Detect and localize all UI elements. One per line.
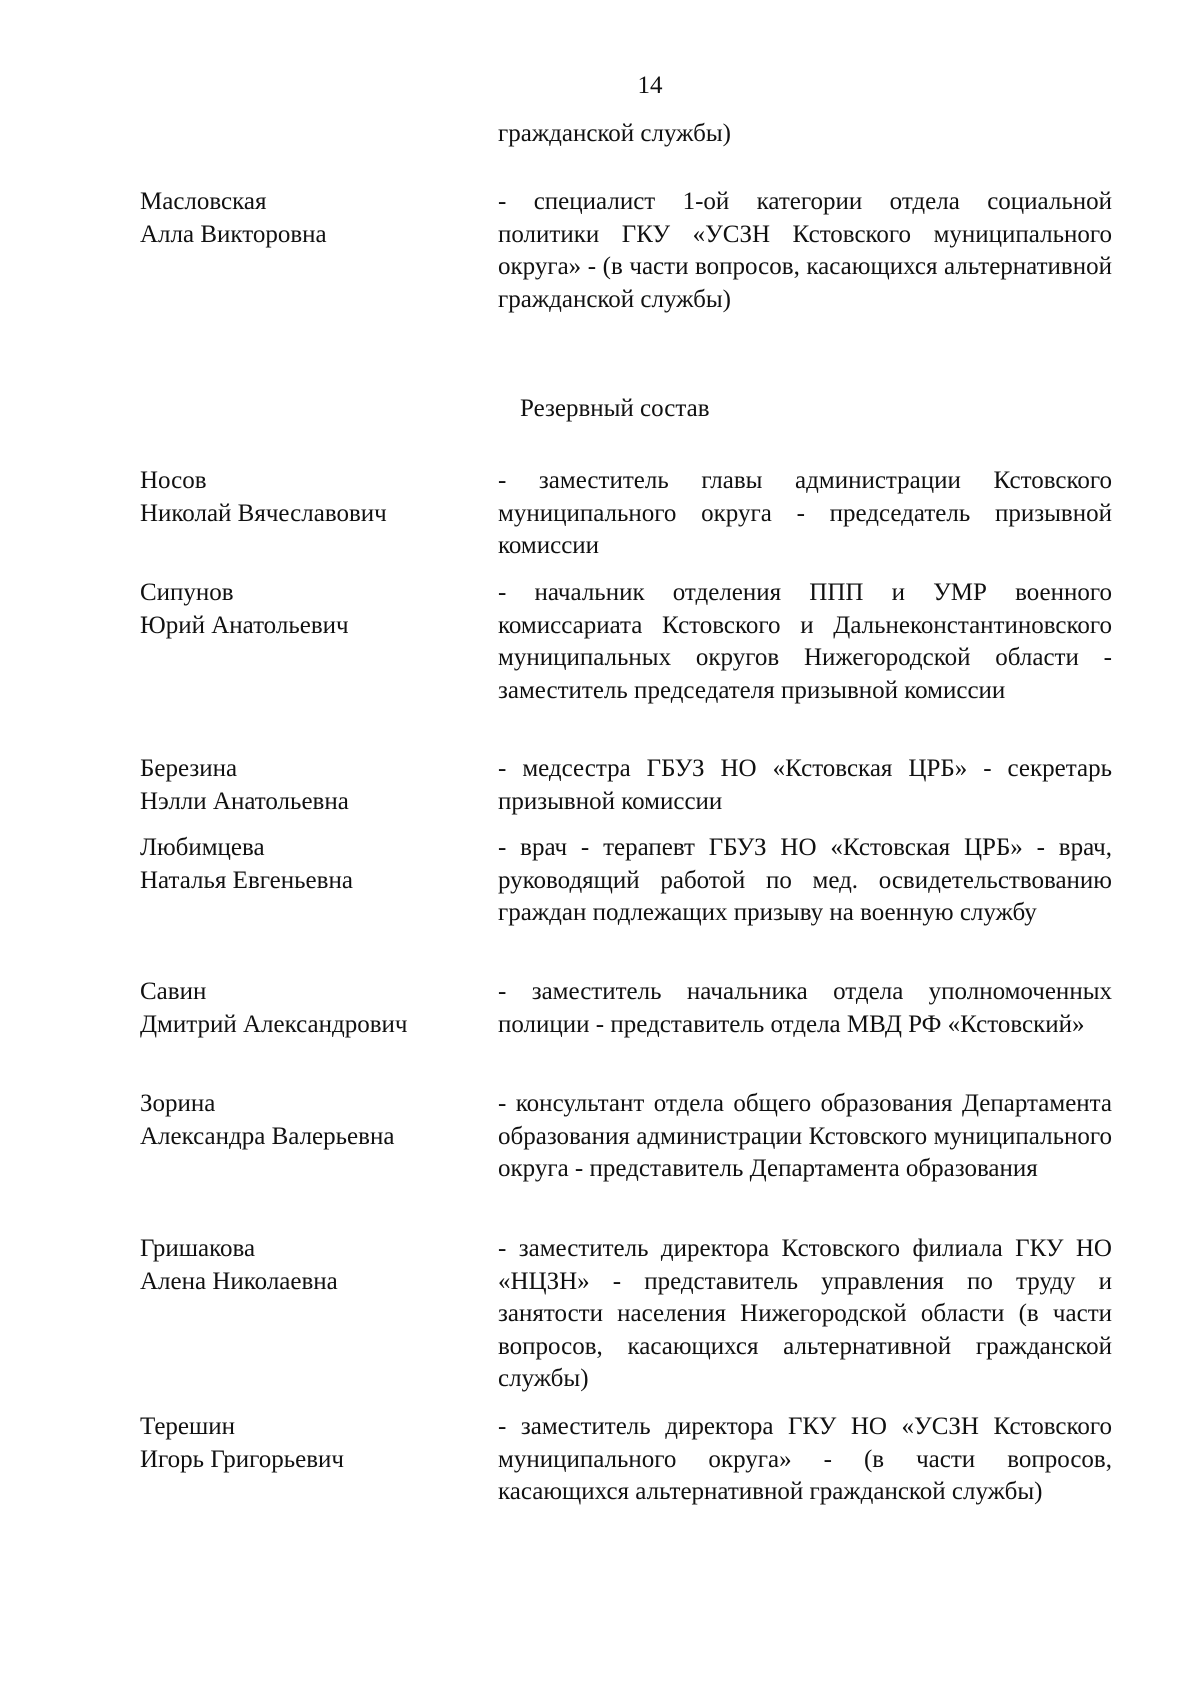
- member-surname: Зорина: [140, 1090, 216, 1117]
- member-role: - заместитель директора ГКУ НО «УСЗН Кстовского муниципального округа» - (в части вопросов, касающихся альтернативной гражданской службы): [498, 1413, 1112, 1505]
- member-given-names: Николай Вячеславович: [140, 499, 387, 527]
- member-given-names: Игорь Григорьевич: [140, 1445, 344, 1473]
- member-role: - начальник отделения ППП и УМР военного комиссариата Кстовского и Дальнеконстантиновского муниципальных округов Нижегородской области - заместитель председателя призывной комиссии: [498, 579, 1112, 704]
- member-given-names: Алена Николаевна: [140, 1267, 338, 1295]
- member-surname: Березина: [140, 755, 238, 782]
- member-given-names: Дмитрий Александрович: [140, 1010, 408, 1038]
- member-name: [140, 1411, 480, 1476]
- member-given-names: Алла Викторовна: [140, 220, 327, 248]
- member-given-names: Юрий Анатольевич: [140, 611, 349, 639]
- member-role: - консультант отдела общего образования Департамента образования администрации Кстовского муниципального округа - представитель Департамента образования: [498, 1090, 1112, 1182]
- member-given-names: Наталья Евгеньевна: [140, 866, 353, 894]
- member-role: - медсестра ГБУЗ НО «Кстовская ЦРБ» - секретарь призывной комиссии: [498, 755, 1112, 815]
- member-name: [140, 465, 480, 530]
- member-surname: Сипунов: [140, 579, 234, 606]
- member-role: - врач - терапевт ГБУЗ НО «Кстовская ЦРБ» - врач, руководящий работой по мед. освидетельствованию граждан подлежащих призыву на военную службу: [498, 834, 1112, 926]
- member-given-names: Нэлли Анатольевна: [140, 787, 349, 815]
- member-surname: Носов: [140, 467, 207, 494]
- member-role: - специалист 1-ой категории отдела социальной политики ГКУ «УСЗН Кстовского муниципального округа» - (в части вопросов, касающихся альтернативной гражданской службы): [498, 188, 1112, 313]
- member-name: [140, 832, 480, 897]
- member-surname: Гришакова: [140, 1235, 256, 1262]
- member-name: [140, 186, 480, 251]
- member-name: [140, 577, 480, 642]
- continuation-text: гражданской службы): [498, 120, 731, 147]
- member-surname: Савин: [140, 978, 207, 1005]
- member-name: [140, 1088, 480, 1153]
- member-name: [140, 1233, 480, 1298]
- member-surname: Масловская: [140, 188, 267, 215]
- member-role: - заместитель главы администрации Кстовского муниципального округа - председатель призывной комиссии: [498, 467, 1112, 559]
- member-given-names: Александра Валерьевна: [140, 1122, 395, 1150]
- member-role: - заместитель директора Кстовского филиала ГКУ НО «НЦЗН» - представитель управления по труду и занятости населения Нижегородской области (в части вопросов, касающихся альтернативной гражданской службы): [498, 1235, 1112, 1392]
- member-name: [140, 753, 480, 818]
- member-surname: Любимцева: [140, 834, 265, 861]
- member-role: - заместитель начальника отдела уполномоченных полиции - представитель отдела МВД РФ «Кстовский»: [498, 978, 1112, 1038]
- page-number: 14: [637, 72, 663, 99]
- reserve-section-title: Резервный состав: [520, 395, 710, 422]
- member-name: [140, 976, 480, 1041]
- member-surname: Терешин: [140, 1413, 236, 1440]
